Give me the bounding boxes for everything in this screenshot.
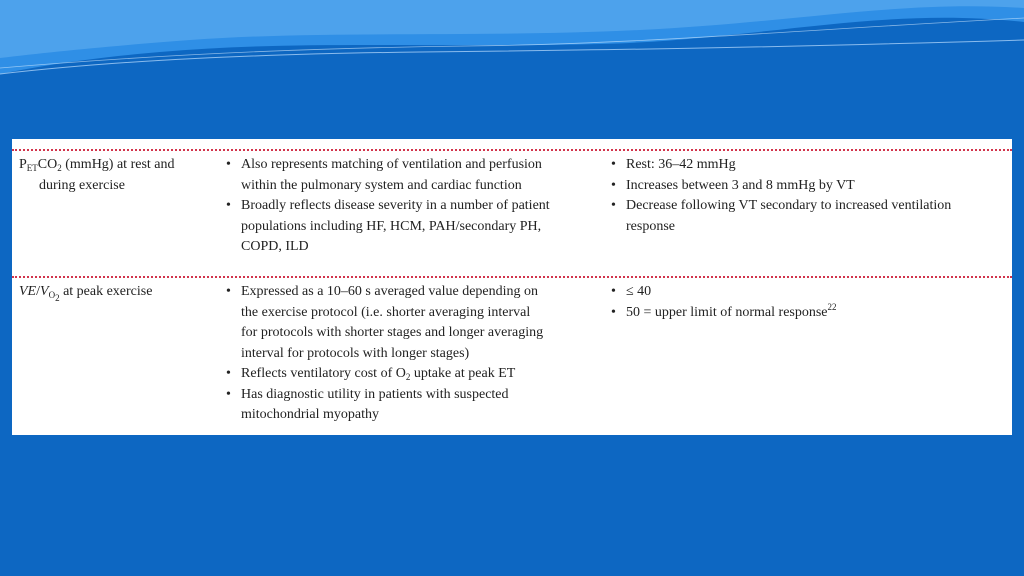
item-text: 50 = upper limit of normal response <box>626 304 828 320</box>
list-item <box>225 364 600 385</box>
parameter-label <box>19 282 219 303</box>
normal-values-cell <box>610 278 1008 323</box>
item-line <box>241 364 600 385</box>
item-text: Reflects ventilatory cost of O <box>241 366 406 381</box>
table-row <box>12 149 1012 269</box>
significance-cell <box>225 151 600 258</box>
item-line: Also represents matching of ventilation and perfusion <box>241 157 542 172</box>
bullet-icon: • <box>226 198 231 213</box>
label-part: at peak exercise <box>59 284 153 299</box>
significance-cell <box>225 278 600 426</box>
label-part: P <box>19 157 27 172</box>
label-subscript: 2 <box>55 293 60 303</box>
bullet-icon: • <box>611 284 616 299</box>
reference-superscript: 22 <box>827 301 837 312</box>
label-subscript: ET <box>26 163 38 173</box>
label-part: V <box>40 284 49 299</box>
item-line: populations including HF, HCM, PAH/secondary PH, <box>241 218 542 234</box>
item-line: COPD, ILD <box>241 239 309 254</box>
table-row <box>12 276 1012 428</box>
list-item <box>610 196 1008 237</box>
bullet-icon: • <box>611 177 616 193</box>
bullet-icon: • <box>226 386 231 402</box>
item-line: Has diagnostic utility in patients with suspected <box>241 386 509 402</box>
list-item <box>610 176 1008 197</box>
item-line <box>626 303 1008 324</box>
parameters-table <box>12 139 1012 435</box>
list-item <box>225 385 600 426</box>
bullet-icon: • <box>611 304 616 320</box>
label-part: / <box>36 284 40 299</box>
list-item <box>225 282 600 364</box>
item-line: mitochondrial myopathy <box>241 407 380 422</box>
label-part: (mmHg) at rest and <box>61 157 175 172</box>
list-item <box>225 196 600 258</box>
bullet-icon: • <box>226 284 231 299</box>
item-line: response <box>626 218 675 234</box>
normal-values-cell <box>610 151 1008 237</box>
parameter-cell <box>19 151 219 196</box>
parameter-label-line2: during exercise <box>39 177 125 193</box>
item-subscript: 2 <box>405 372 411 382</box>
item-text: uptake at peak ET <box>410 366 516 381</box>
item-line: Rest: 36–42 mmHg <box>626 157 736 172</box>
item-line: Expressed as a 10–60 s averaged value depending on <box>241 284 539 299</box>
bullet-icon: • <box>226 366 231 381</box>
label-part: CO <box>37 157 58 172</box>
header-wave-decoration <box>0 0 1024 90</box>
label-subscript: 2 <box>57 163 62 173</box>
bullet-icon: • <box>611 157 616 172</box>
bullet-icon: • <box>226 157 231 172</box>
label-subscript: O <box>48 290 56 300</box>
item-line: within the pulmonary system and cardiac function <box>241 177 522 193</box>
parameter-cell <box>19 278 219 303</box>
item-line: ≤ 40 <box>626 284 652 299</box>
list-item <box>610 155 1008 176</box>
item-line: for protocols with shorter stages and longer averaging <box>241 325 544 340</box>
list-item <box>610 282 1008 303</box>
item-line: Increases between 3 and 8 mmHg by VT <box>626 177 855 193</box>
item-line: Broadly reflects disease severity in a number of patient <box>241 198 550 213</box>
item-line: Decrease following VT secondary to increased ventilation <box>626 198 952 213</box>
list-item <box>225 155 600 196</box>
list-item <box>610 303 1008 324</box>
parameter-label <box>19 155 219 176</box>
item-line: the exercise protocol (i.e. shorter averaging interval <box>241 304 531 320</box>
bullet-icon: • <box>611 198 616 213</box>
item-line: interval for protocols with longer stages) <box>241 345 470 361</box>
label-part: VE <box>19 284 37 299</box>
